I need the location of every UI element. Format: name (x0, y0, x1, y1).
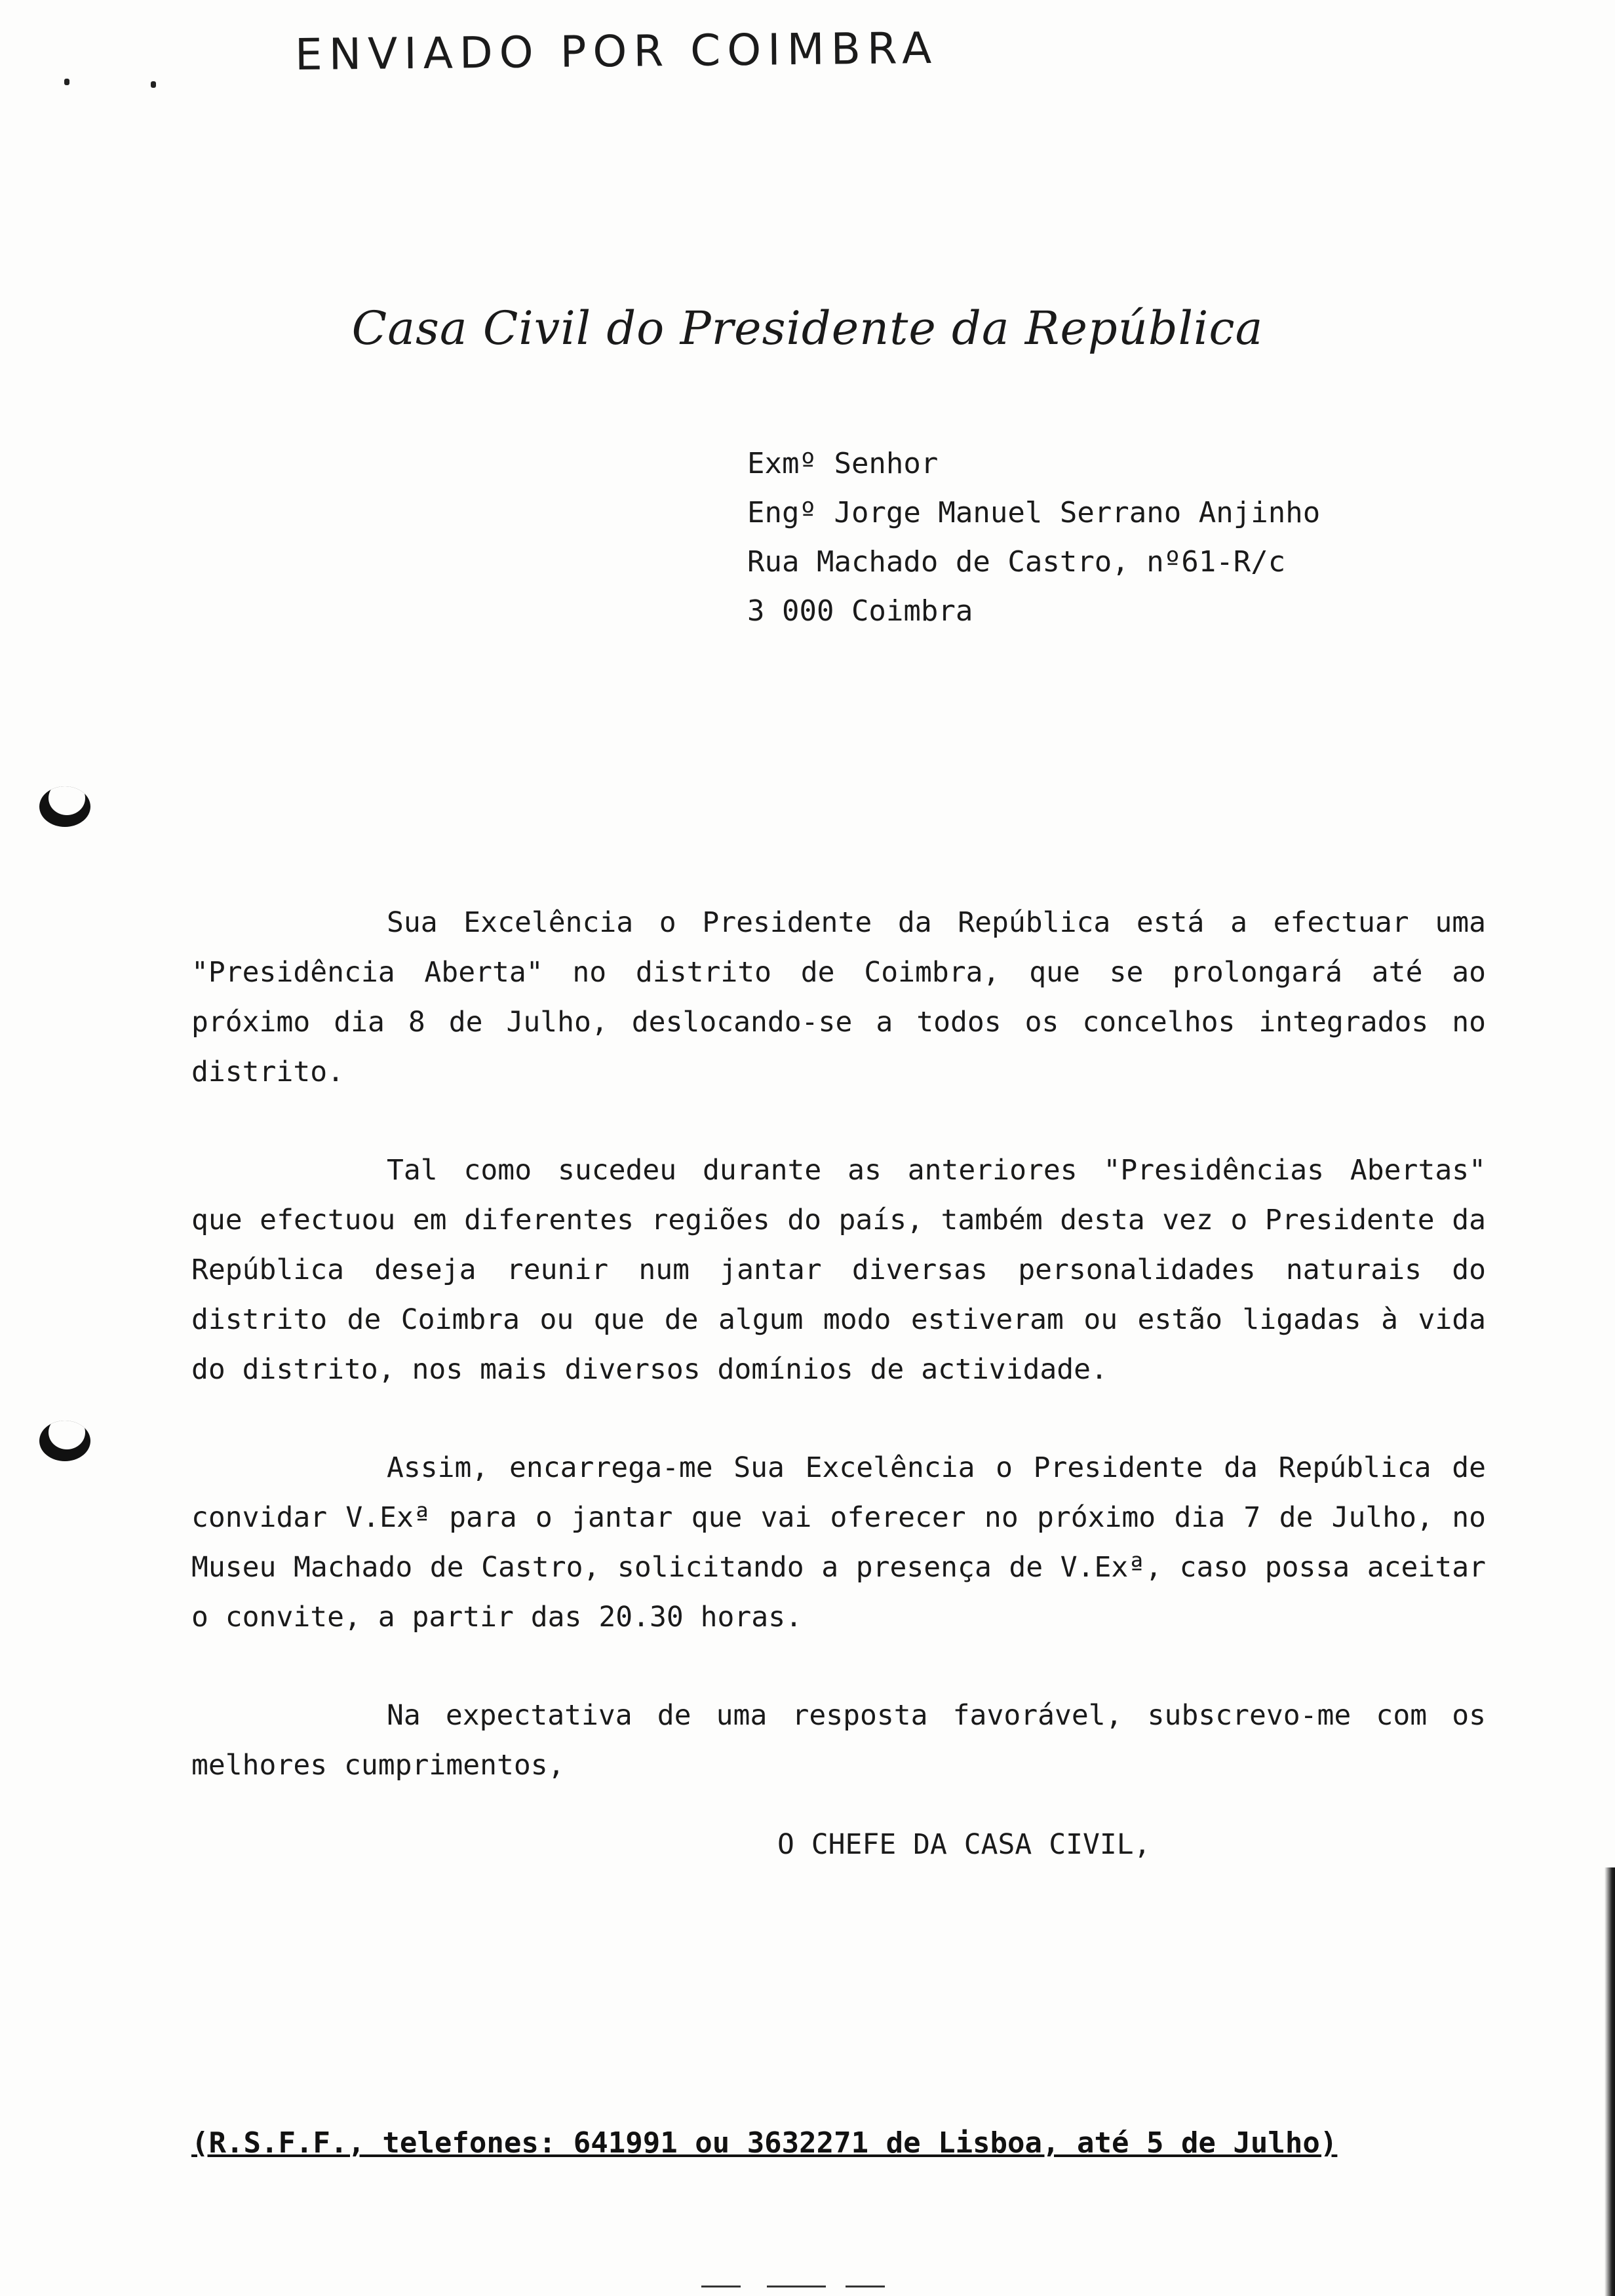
body-paragraph-4: Na expectativa de uma resposta favorável, subscrevo-me com os melhores cumprimentos, (191, 1699, 1486, 1782)
addressee-block (747, 439, 1320, 636)
letterhead-title: Casa Civil do Presidente da República (351, 301, 1264, 355)
edge-mark (846, 2286, 885, 2287)
addressee-name: Engº Jorge Manuel Serrano Anjinho (747, 496, 1321, 529)
body-paragraph-2: Tal como sucedeu durante as anteriores "Presidências Abertas" que efectuou em diferentes regiões do país, também desta vez o Presidente da República deseja reunir num jantar diversas personalidades naturais do distrito de Coimbra ou que de algum modo estiveram ou estão ligadas à vida do distrito, nos mais diversos domínios de actividade. (191, 1154, 1486, 1386)
handwritten-annotation: ENVIADO POR COIMBRA (294, 22, 939, 81)
body-paragraph-3: Assim, encarrega-me Sua Excelência o Presidente da República de convidar V.Exª para o jantar que vai oferecer no próximo dia 7 de Julho, no Museu Machado de Castro, solicitando a presença de V.Exª, caso possa aceitar o convite, a partir das 20.30 horas. (191, 1451, 1486, 1634)
mark-dot (151, 81, 156, 88)
page-edge-shadow (1605, 1867, 1615, 2296)
addressee-salutation: Exmº Senhor (747, 447, 939, 480)
signature-title: O CHEFE DA CASA CIVIL, (777, 1828, 1151, 1861)
mark-dot (64, 79, 69, 85)
punch-hole (39, 1421, 90, 1461)
edge-mark (701, 2286, 741, 2287)
punch-hole (39, 786, 90, 827)
letter-body (191, 898, 1486, 1839)
addressee-street: Rua Machado de Castro, nº61-R/c (747, 545, 1286, 579)
addressee-city: 3 000 Coimbra (747, 594, 973, 628)
body-paragraph-1: Sua Excelência o Presidente da República está a efectuar uma "Presidência Aberta" no distrito de Coimbra, que se prolongará até ao próximo dia 8 de Julho, deslocando-se a todos os concelhos integrados no distrito. (191, 906, 1486, 1088)
edge-mark (767, 2286, 826, 2287)
footer-note: (R.S.F.F., telefones: 641991 ou 3632271 de Lisboa, até 5 de Julho) (191, 2126, 1338, 2160)
